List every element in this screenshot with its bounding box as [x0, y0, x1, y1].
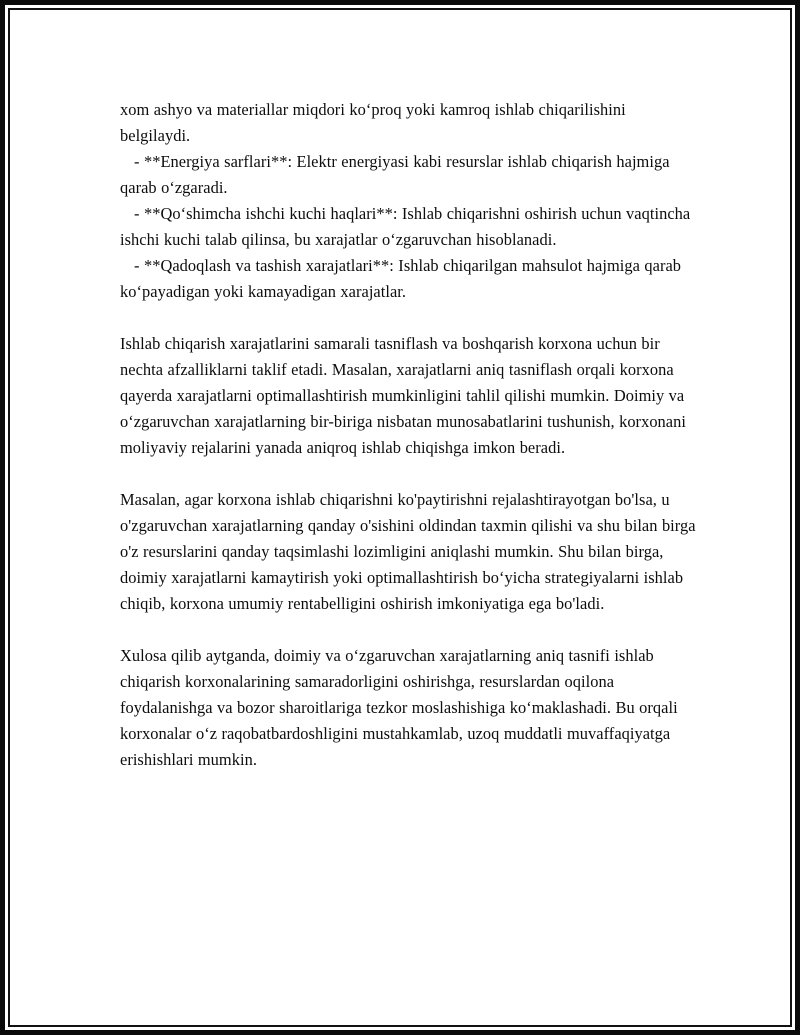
document-text-column: [120, 97, 700, 773]
paragraph-lead-text: xom ashyo va materiallar miqdori koʻproq yoki kamroq ishlab chiqarilishini belgilaydi.: [120, 100, 626, 145]
list-item: - **Qoʻshimcha ishchi kuchi haqlari**: Ishlab chiqarishni oshirish uchun vaqtincha ishchi kuchi talab qilinsa, bu xarajatlar oʻzgaruvchan hisoblanadi.: [120, 204, 691, 249]
paragraph-conclusion: Xulosa qilib aytganda, doimiy va oʻzgaruvchan xarajatlarning aniq tasnifi ishlab chiqarish korxonalarining samaradorligini oshirishga, resurslardan oqilona foydalanishga va bozor sharoitlariga tezkor moslashishiga koʻmaklashadi. Bu orqali korxonalar oʻz raqobatbardoshligini mustahkamlab, uzoq muddatli muvaffaqiyatga erishishlari mumkin.: [120, 646, 678, 769]
list-item: - **Energiya sarflari**: Elektr energiyasi kabi resurslar ishlab chiqarish hajmiga qarab oʻzgaradi.: [120, 152, 670, 197]
page-border-inner: [8, 8, 792, 1027]
paragraph-intro-and-bullets: [120, 97, 700, 305]
list-item: - **Qadoqlash va tashish xarajatlari**: Ishlab chiqarilgan mahsulot hajmiga qarab koʻpayadigan yoki kamayadigan xarajatlar.: [120, 256, 682, 301]
paragraph-benefits: Ishlab chiqarish xarajatlarini samarali tasniflash va boshqarish korxona uchun bir nechta afzalliklarni taklif etadi. Masalan, xarajatlarni aniq tasniflash orqali korxona qayerda xarajatlarni optimallashtirish mumkinligini tahlil qilishi mumkin. Doimiy va oʻzgaruvchan xarajatlarning bir-biriga nisbatan munosabatlarini tushunish, korxonani moliyaviy rejalarini yanada aniqroq ishlab chiqishga imkon beradi.: [120, 334, 686, 457]
document-page: [12, 12, 788, 1023]
paragraph-example: Masalan, agar korxona ishlab chiqarishni ko'paytirishni rejalashtirayotgan bo'lsa, u o'zgaruvchan xarajatlarning qanday o'sishini oldindan taxmin qilishi va shu bilan birga o'z resurslarini qanday taqsimlashi lozimligini aniqlashi mumkin. Shu bilan birga, doimiy xarajatlarni kamaytirish yoki optimallashtirish boʻyicha strategiyalarni ishlab chiqib, korxona umumiy rentabelligini oshirish imkoniyatiga ega bo'ladi.: [120, 490, 696, 613]
